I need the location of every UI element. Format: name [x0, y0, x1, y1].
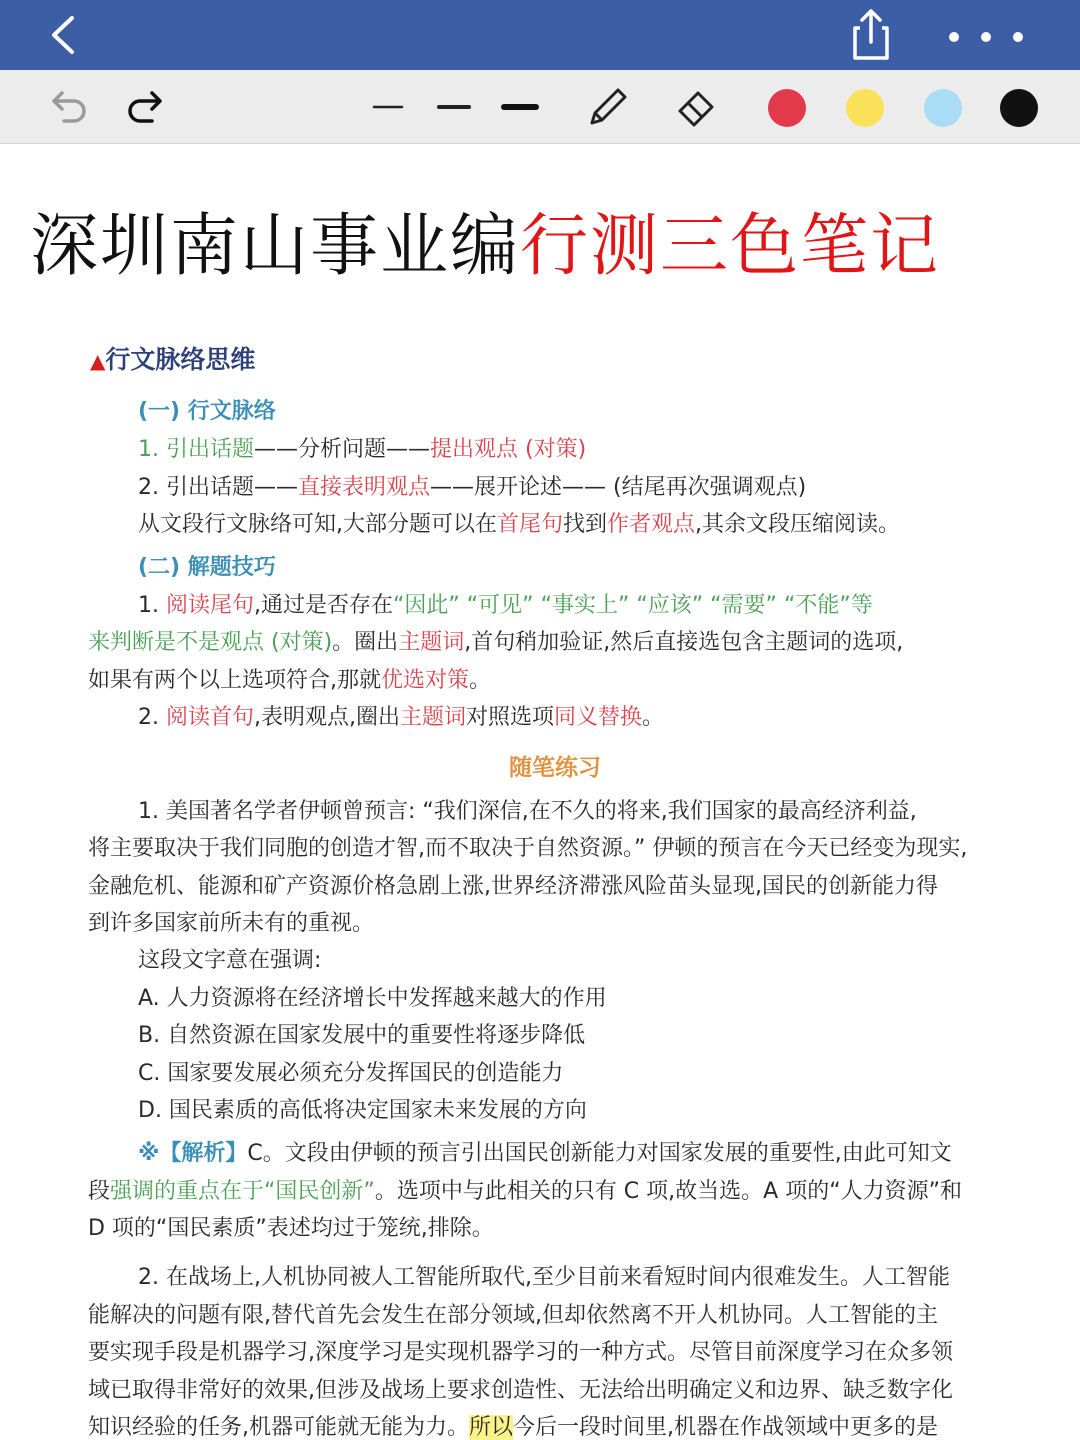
eraser-icon: [670, 81, 722, 133]
thick-line-button[interactable]: [494, 81, 546, 133]
thin-line-icon: [362, 81, 414, 133]
share-icon: [846, 6, 896, 64]
question-1-line-1: 1. 美国著名学者伊顿曾预言: “我们深信,在不久的将来,我们国家的最高经济利益,: [138, 799, 917, 824]
color-red-swatch[interactable]: [768, 89, 806, 127]
analysis-line-3: D 项的“国民素质”表述均过于笼统,排除。: [88, 1216, 494, 1241]
tip-1-line-3: 如果有两个以上选项符合,那就优选对策。: [88, 668, 492, 693]
question-2-line-2: 能解决的问题有限,替代首先会发生在部分领域,但却依然离不开人机协同。人工智能的主: [88, 1303, 938, 1328]
undo-button[interactable]: [40, 81, 92, 133]
medium-line-icon: [428, 81, 480, 133]
color-yellow-swatch[interactable]: [846, 89, 884, 127]
tip-2-line: 2. 阅读首句,表明观点,圈出主题词对照选项同义替换。: [138, 705, 665, 730]
question-2-line-4: 域已取得非常好的效果,但涉及战场上要求创造性、无法给出明确定义和边界、缺乏数字化: [88, 1378, 953, 1403]
undo-icon: [40, 81, 92, 133]
question-2-line-3: 要实现手段是机器学习,深度学习是实现机器学习的一种方式。尽管目前深度学习在众多领: [88, 1340, 953, 1365]
option-b: B. 自然资源在国家发展中的重要性将逐步降低: [138, 1023, 586, 1048]
flow-summary: 从文段行文脉络可知,大部分题可以在首尾句找到作者观点,其余文段压缩阅读。: [138, 512, 901, 537]
eraser-button[interactable]: [670, 81, 722, 133]
sub-heading-flow: (一) 行文脉络: [138, 399, 276, 424]
option-c: C. 国家要发展必须充分发挥国民的创造能力: [138, 1061, 564, 1086]
pencil-icon: [582, 81, 634, 133]
color-black-swatch[interactable]: [1000, 89, 1038, 127]
question-1-line-2: 将主要取决于我们同胞的创造才智,而不取决于自然资源。” 伊顿的预言在今天已经变为现实,: [88, 836, 968, 861]
thick-line-icon: [494, 81, 546, 133]
flow-line-1: 1. 引出话题——分析问题——提出观点 (对策): [138, 437, 587, 462]
question-2-line-5: 知识经验的任务,机器可能就无能为力。所以今后一段时间里,机器在作战领域中更多的是: [88, 1415, 939, 1440]
top-bar: [0, 0, 1080, 70]
page-title: [30, 207, 1060, 287]
thin-line-button[interactable]: [362, 81, 414, 133]
redo-icon: [122, 81, 174, 133]
analysis-line-1: ※【解析】C。文段由伊顿的预言引出国民创新能力对国家发展的重要性,由此可知文: [138, 1141, 952, 1166]
section-title: ▲行文脉络思维: [90, 345, 256, 374]
color-light-blue-swatch[interactable]: [924, 89, 962, 127]
question-2-line-1: 2. 在战场上,人机协同被人工智能所取代,至少目前来看短时间内很难发生。人工智能: [138, 1265, 950, 1290]
medium-line-button[interactable]: [428, 81, 480, 133]
flow-line-2: 2. 引出话题——直接表明观点——展开论述—— (结尾再次强调观点): [138, 475, 807, 500]
option-d: D. 国民素质的高低将决定国家未来发展的方向: [138, 1098, 587, 1123]
title-black-part: 深圳南山事业编: [30, 207, 521, 286]
question-1-line-3: 金融危机、能源和矿产资源价格急剧上涨,世界经济滞涨风险苗头显现,国民的创新能力得: [88, 874, 938, 899]
share-button[interactable]: [846, 6, 896, 64]
sub-heading-tips: (二) 解题技巧: [138, 555, 276, 580]
pencil-button[interactable]: [582, 81, 634, 133]
analysis-line-2: 段强调的重点在于“国民创新”。选项中与此相关的只有 C 项,故当选。A 项的“人力资源”和: [88, 1179, 962, 1204]
back-button[interactable]: [40, 10, 90, 60]
note-page: [0, 145, 1080, 1440]
more-dots-icon: [936, 22, 1036, 52]
title-red-part: 行测三色笔记: [520, 207, 941, 286]
tip-1-line-1: 1. 阅读尾句,通过是否存在“因此” “可见” “事实上” “应该” “需要” “不能”等: [138, 593, 873, 618]
question-1-line-4: 到许多国家前所未有的重视。: [88, 911, 375, 936]
practice-heading: 随笔练习: [509, 755, 601, 781]
question-1-prompt: 这段文字意在强调:: [138, 948, 322, 973]
chevron-left-icon: [40, 10, 90, 60]
triangle-icon: ▲: [90, 349, 106, 373]
more-button[interactable]: [936, 22, 1036, 52]
option-a: A. 人力资源将在经济增长中发挥越来越大的作用: [138, 986, 607, 1011]
drawing-toolbar: [0, 70, 1080, 144]
redo-button[interactable]: [122, 81, 174, 133]
tip-1-line-2: 来判断是不是观点 (对策)。圈出主题词,首句稍加验证,然后直接选包含主题词的选项,: [88, 630, 904, 655]
